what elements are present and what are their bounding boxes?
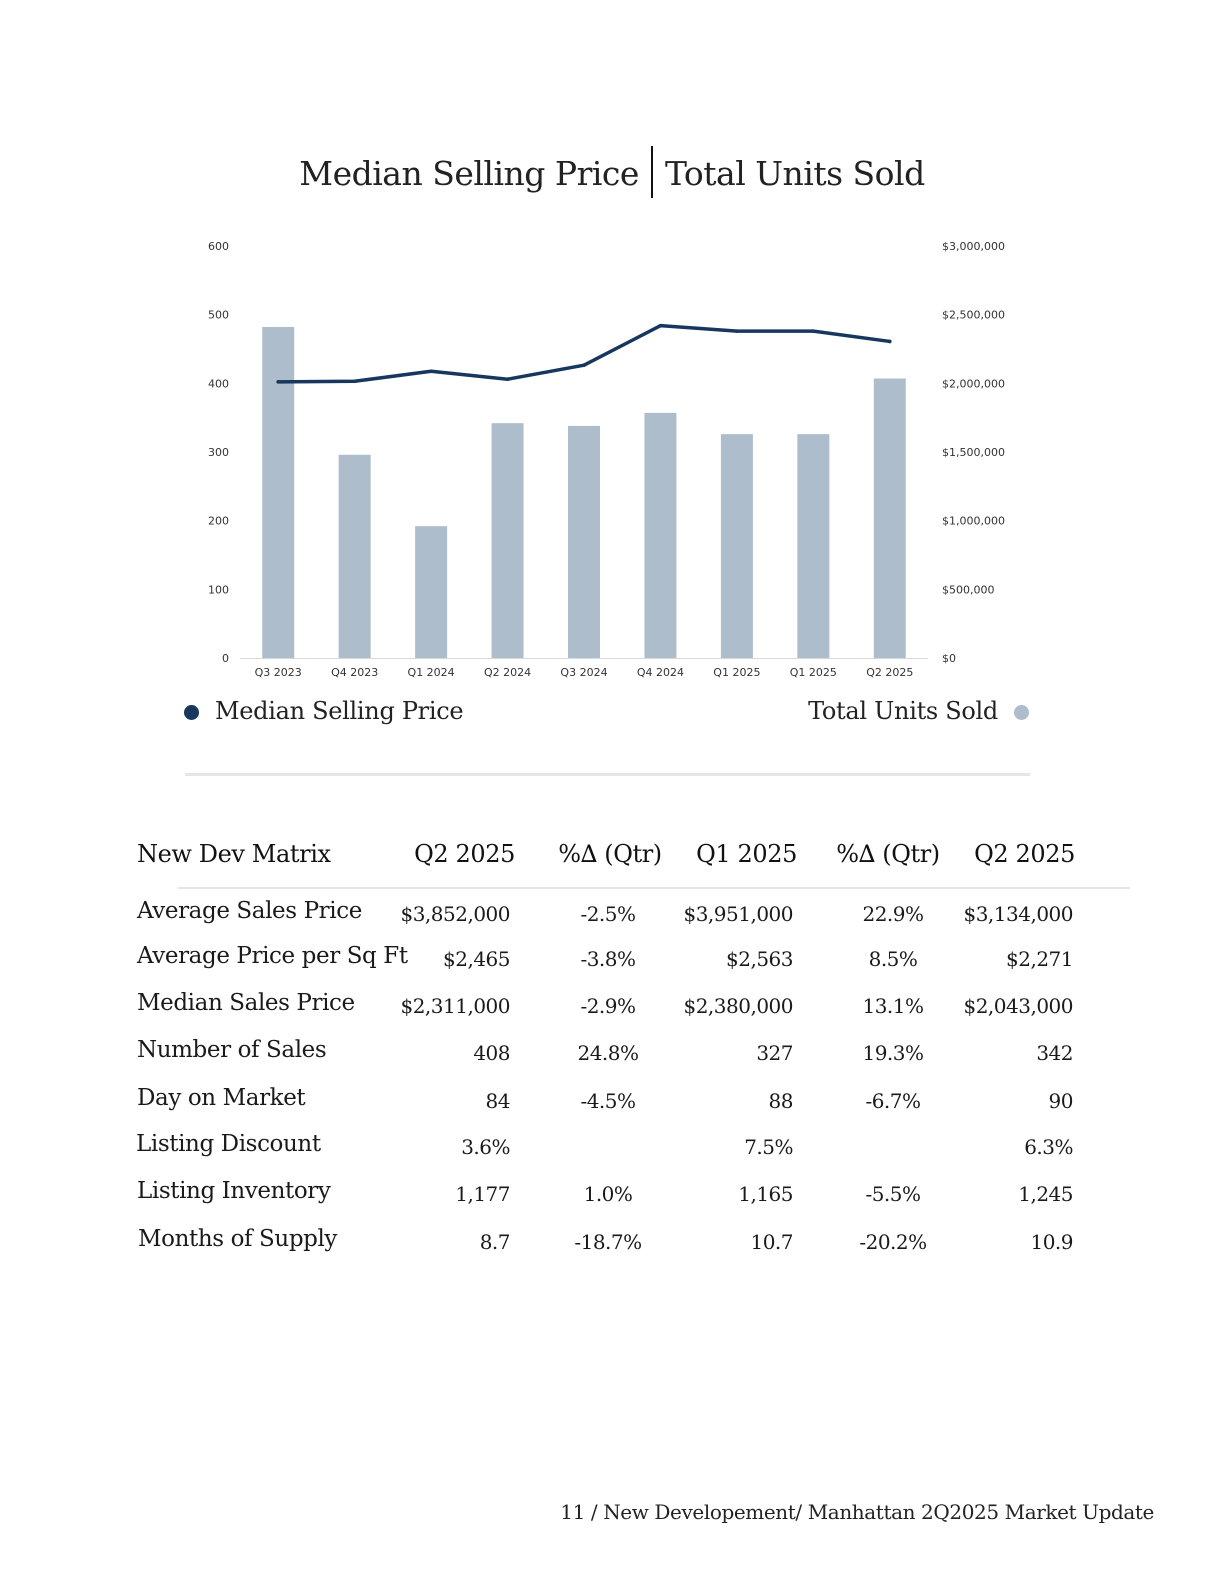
median-price-point (812, 329, 816, 333)
matrix-header-pct2: %∆ (Qtr) (836, 840, 940, 868)
row-pct-change-2: 19.3% (862, 1041, 924, 1065)
median-price-point (353, 379, 357, 383)
row-q2-2025-value: $3,852,000 (400, 902, 510, 926)
legend-median-label: Median Selling Price (215, 697, 464, 725)
x-axis-tick-label: Q2 2025 (866, 666, 914, 679)
legend-units-label: Total Units Sold (808, 697, 998, 725)
median-price-point (429, 369, 433, 373)
row-q1-2025-value: $2,380,000 (683, 994, 793, 1018)
row-q1-2025-value: 7.5% (744, 1135, 793, 1159)
legend-bar-dot (1014, 705, 1029, 720)
matrix-header-col2: Q1 2025 (696, 840, 797, 868)
median-price-point (276, 380, 280, 384)
row-q2-2024-value: 10.9 (1030, 1230, 1073, 1254)
units-sold-bar (492, 423, 524, 658)
row-q2-2025-value: $2,311,000 (400, 994, 510, 1018)
x-axis-tick-label: Q4 2023 (331, 666, 379, 679)
median-price-point (735, 329, 739, 333)
row-pct-change-2: 8.5% (868, 947, 918, 971)
right-axis-tick-label: $1,000,000 (942, 514, 1005, 528)
left-axis-tick-label: 100 (208, 583, 229, 597)
median-price-point (506, 377, 510, 381)
row-q1-2025-value: 10.7 (750, 1230, 793, 1254)
units-sold-bar (644, 413, 676, 658)
row-label: Number of Sales (137, 1037, 327, 1063)
row-label: Median Sales Price (137, 990, 355, 1016)
legend-median-price (184, 697, 463, 725)
row-label: Listing Inventory (137, 1178, 331, 1204)
row-pct-change-2: -5.5% (865, 1182, 921, 1206)
left-axis-tick-label: 300 (208, 446, 229, 459)
row-q2-2024-value: $2,271 (1006, 947, 1073, 971)
units-sold-bar (415, 526, 447, 658)
matrix-header-col3: Q2 2025 (974, 840, 1075, 868)
footer-page-number: 11 (560, 1500, 585, 1524)
row-q2-2025-value: 1,177 (455, 1182, 510, 1206)
row-label: Months of Supply (138, 1226, 338, 1252)
row-pct-change-1: -2.9% (580, 994, 636, 1018)
x-axis-tick-label: Q4 2024 (636, 666, 685, 679)
legend-units-sold (808, 697, 1029, 725)
right-axis-tick-label: $2,500,000 (942, 308, 1005, 322)
chart-title-right: Total Units Sold (664, 154, 925, 193)
legend-line-dot (184, 705, 199, 720)
units-sold-bar (721, 434, 753, 658)
row-pct-change-1: -3.8% (580, 947, 636, 971)
section-divider (185, 773, 1030, 776)
right-axis-tick-label: $0 (942, 652, 956, 665)
units-sold-bar (262, 327, 294, 658)
matrix-header-pct1: %∆ (Qtr) (558, 840, 662, 868)
row-q2-2024-value: 6.3% (1024, 1135, 1073, 1159)
units-sold-bar (797, 434, 829, 658)
right-axis-tick-label: $2,000,000 (942, 377, 1005, 391)
footer-title: Manhattan 2Q2025 Market Update (807, 1500, 1154, 1524)
chart-title-left: Median Selling Price (299, 154, 639, 193)
x-axis-tick-label: Q3 2023 (254, 666, 302, 679)
x-axis-tick-label: Q1 2025 (713, 666, 761, 679)
matrix-header-col1: Q2 2025 (414, 840, 515, 868)
row-label: Listing Discount (136, 1131, 321, 1157)
left-axis-tick-label: 600 (208, 240, 229, 253)
row-q2-2025-value: 408 (473, 1041, 510, 1065)
row-pct-change-1: -4.5% (580, 1089, 636, 1113)
x-axis-tick-label: Q3 2024 (560, 666, 608, 679)
right-axis-tick-label: $3,000,000 (942, 240, 1005, 253)
row-q2-2025-value: 84 (485, 1089, 510, 1113)
row-label: Average Price per Sq Ft (137, 943, 408, 969)
row-q1-2025-value: $2,563 (726, 947, 793, 971)
row-pct-change-1: -18.7% (574, 1230, 642, 1254)
row-q2-2024-value: $3,134,000 (963, 902, 1073, 926)
matrix-header-rule (178, 887, 1130, 889)
combo-chart (0, 0, 1224, 690)
x-axis-tick-label: Q2 2024 (483, 666, 532, 679)
x-axis-tick-label: Q1 2024 (407, 666, 455, 679)
matrix-header-label: New Dev Matrix (137, 840, 331, 868)
left-axis-tick-label: 200 (208, 514, 229, 528)
median-price-line (278, 326, 890, 382)
page-footer (560, 1500, 1154, 1524)
row-q1-2025-value: 88 (768, 1089, 793, 1113)
row-pct-change-1: 1.0% (583, 1182, 633, 1206)
right-axis-tick-label: $1,500,000 (942, 446, 1005, 459)
units-sold-bar (568, 426, 600, 658)
row-q2-2024-value: 1,245 (1018, 1182, 1073, 1206)
row-pct-change-1: -2.5% (580, 902, 636, 926)
median-price-point (582, 363, 586, 367)
x-axis-tick-label: Q1 2025 (789, 666, 837, 679)
left-axis-tick-label: 0 (222, 652, 229, 665)
median-price-point (659, 324, 663, 328)
row-q2-2024-value: 342 (1036, 1041, 1073, 1065)
footer-section: / New Developement/ (584, 1500, 808, 1524)
row-pct-change-1: 24.8% (577, 1041, 639, 1065)
row-q1-2025-value: $3,951,000 (683, 902, 793, 926)
left-axis-tick-label: 400 (208, 377, 229, 391)
row-pct-change-2: -20.2% (859, 1230, 927, 1254)
row-q2-2024-value: $2,043,000 (963, 994, 1073, 1018)
median-price-point (888, 340, 892, 344)
row-q2-2025-value: 8.7 (479, 1230, 510, 1254)
row-q2-2025-value: 3.6% (461, 1135, 510, 1159)
row-q1-2025-value: 327 (756, 1041, 793, 1065)
row-q2-2025-value: $2,465 (443, 947, 510, 971)
row-label: Average Sales Price (137, 898, 362, 924)
left-axis-tick-label: 500 (208, 308, 229, 322)
row-label: Day on Market (137, 1085, 306, 1111)
units-sold-bar (339, 455, 371, 658)
row-pct-change-2: 13.1% (862, 994, 924, 1018)
row-pct-change-2: -6.7% (865, 1089, 921, 1113)
right-axis-tick-label: $500,000 (942, 583, 995, 597)
row-pct-change-2: 22.9% (862, 902, 924, 926)
row-q1-2025-value: 1,165 (738, 1182, 793, 1206)
row-q2-2024-value: 90 (1048, 1089, 1073, 1113)
units-sold-bar (874, 379, 906, 658)
